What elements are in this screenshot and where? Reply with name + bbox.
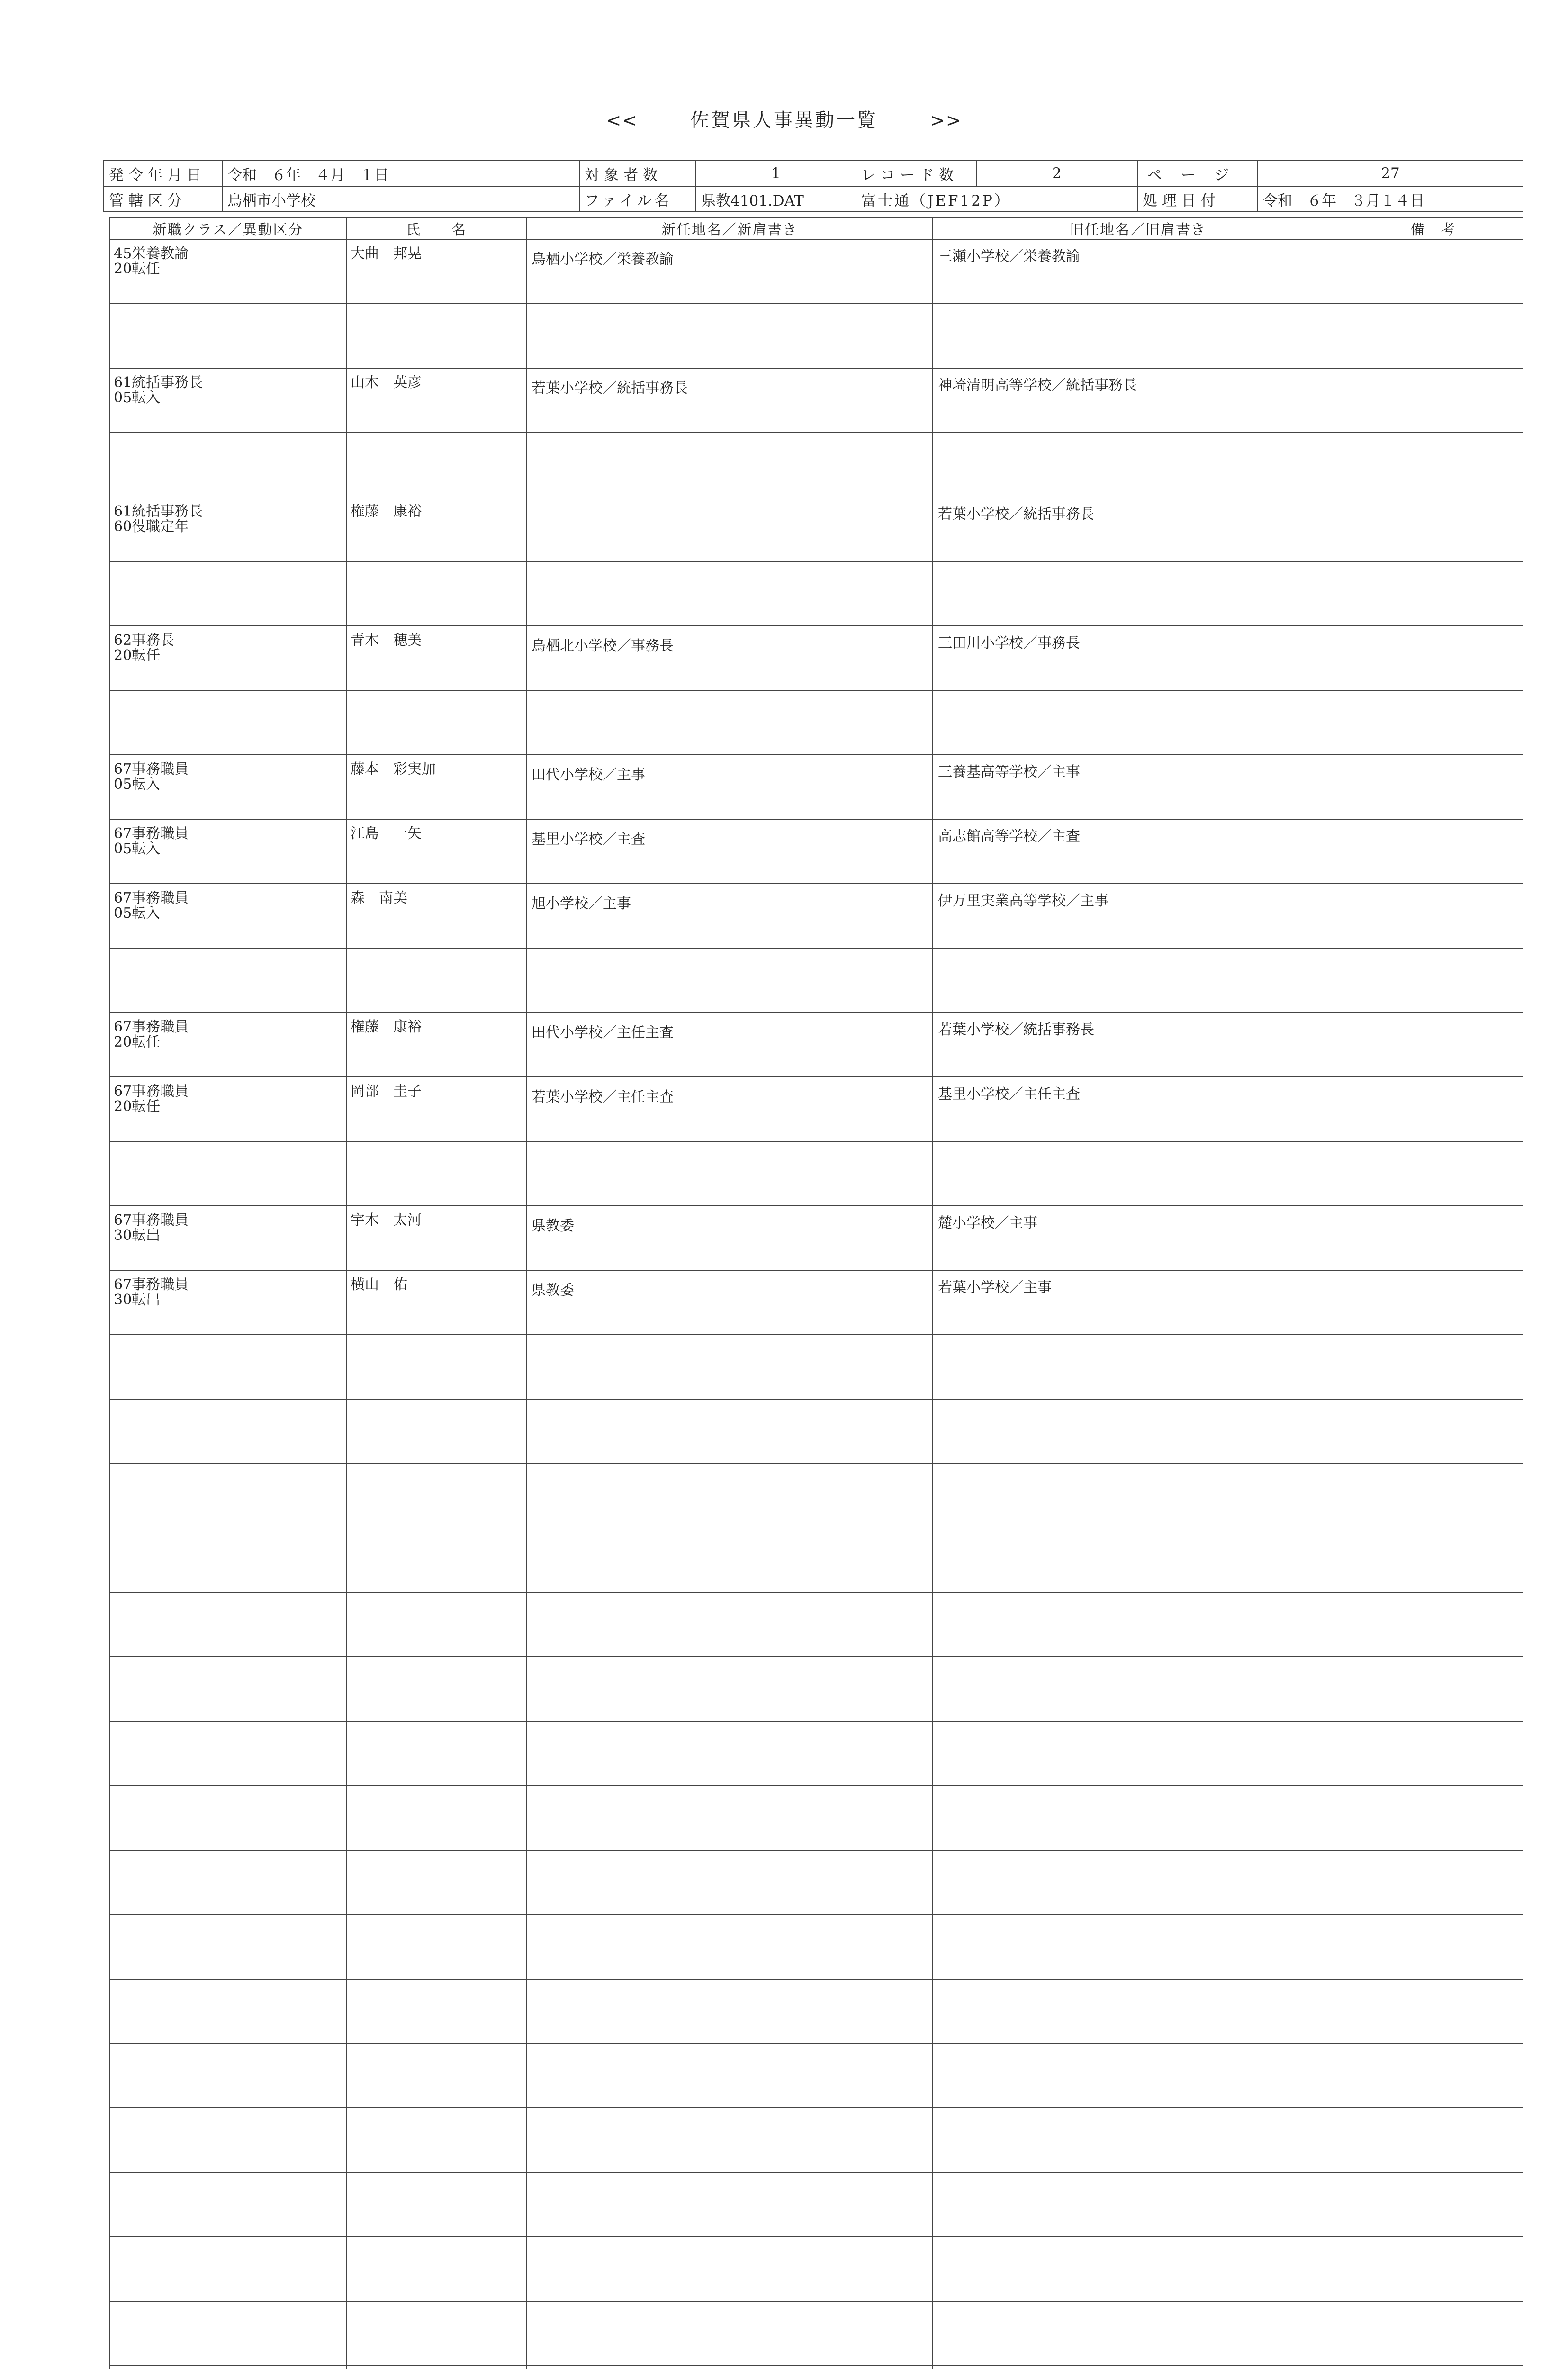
cell-class xyxy=(109,690,346,755)
cell-name xyxy=(346,433,526,497)
cell-name: 青木 穂美 xyxy=(346,626,526,690)
cell-old-post: 三瀬小学校／栄養教諭 xyxy=(933,239,1343,304)
cell-remarks xyxy=(1343,1979,1523,2043)
cell-old-post xyxy=(933,1786,1343,1850)
table-row xyxy=(109,1270,1523,1335)
cell-new-post xyxy=(526,1399,933,1464)
table-row xyxy=(109,1850,1523,1915)
cell-old-post: 若葉小学校／主事 xyxy=(933,1270,1343,1335)
table-row xyxy=(109,1528,1523,1592)
cell-remarks xyxy=(1343,1657,1523,1721)
cell-name xyxy=(346,2172,526,2237)
cell-name: 山木 英彦 xyxy=(346,368,526,433)
cell-new-post xyxy=(526,1786,933,1850)
cell-old-post xyxy=(933,1592,1343,1657)
cell-remarks xyxy=(1343,1850,1523,1915)
cell-name xyxy=(346,561,526,626)
cell-new-post xyxy=(526,1141,933,1206)
header-info-table xyxy=(103,160,1523,212)
cell-remarks xyxy=(1343,2237,1523,2301)
cell-old-post xyxy=(933,2172,1343,2237)
cell-new-post xyxy=(526,690,933,755)
cell-new-post xyxy=(526,1464,933,1528)
cell-class xyxy=(109,2172,346,2237)
job-class: 67事務職員 xyxy=(114,1019,189,1035)
transfer-type: 20転任 xyxy=(114,261,161,277)
cell-remarks xyxy=(1343,884,1523,948)
cell-name: 森 南美 xyxy=(346,884,526,948)
cell-class xyxy=(109,1786,346,1850)
cell-new-post xyxy=(526,1657,933,1721)
table-row xyxy=(109,1915,1523,1979)
cell-class xyxy=(109,1399,346,1464)
cell-name xyxy=(346,1399,526,1464)
table-row xyxy=(109,1399,1523,1464)
cell-name: 権藤 康裕 xyxy=(346,497,526,561)
cell-class xyxy=(109,497,346,561)
header-name: 氏 名 xyxy=(346,217,526,239)
file-name-label: ファイル名 xyxy=(579,186,696,212)
cell-old-post xyxy=(933,1141,1343,1206)
cell-new-post xyxy=(526,1592,933,1657)
cell-class xyxy=(109,2366,346,2369)
cell-remarks xyxy=(1343,819,1523,884)
cell-class xyxy=(109,239,346,304)
table-row xyxy=(109,2108,1523,2172)
cell-remarks xyxy=(1343,368,1523,433)
cell-remarks xyxy=(1343,1915,1523,1979)
cell-old-post: 麓小学校／主事 xyxy=(933,1206,1343,1270)
cell-class xyxy=(109,2108,346,2172)
transfer-type: 05転入 xyxy=(114,389,161,406)
cell-old-post: 高志館高等学校／主査 xyxy=(933,819,1343,884)
record-count-value: 2 xyxy=(976,161,1137,186)
transfer-type: 30転出 xyxy=(114,1227,161,1244)
job-class: 67事務職員 xyxy=(114,1212,189,1229)
cell-remarks xyxy=(1343,1013,1523,1077)
title-right-mark: >> xyxy=(930,110,962,131)
cell-name xyxy=(346,1592,526,1657)
cell-class xyxy=(109,1592,346,1657)
cell-old-post xyxy=(933,1721,1343,1786)
cell-old-post: 三田川小学校／事務長 xyxy=(933,626,1343,690)
cell-class xyxy=(109,948,346,1013)
cell-name xyxy=(346,1335,526,1399)
cell-old-post xyxy=(933,2043,1343,2108)
cell-new-post: 田代小学校／主任主査 xyxy=(526,1013,933,1077)
record-count-label: レコード数 xyxy=(856,161,976,186)
cell-remarks xyxy=(1343,1721,1523,1786)
cell-new-post xyxy=(526,497,933,561)
cell-remarks xyxy=(1343,1786,1523,1850)
cell-remarks xyxy=(1343,433,1523,497)
cell-old-post xyxy=(933,948,1343,1013)
cell-class xyxy=(109,1464,346,1528)
info-row-2 xyxy=(104,186,1523,212)
table-row xyxy=(109,561,1523,626)
cell-new-post: 県教委 xyxy=(526,1270,933,1335)
table-row xyxy=(109,1592,1523,1657)
cell-remarks xyxy=(1343,1077,1523,1141)
info-row-1 xyxy=(104,161,1523,186)
cell-class xyxy=(109,1141,346,1206)
cell-old-post xyxy=(933,2108,1343,2172)
job-class: 62事務長 xyxy=(114,632,175,649)
transfer-type: 05転入 xyxy=(114,841,161,857)
job-class: 67事務職員 xyxy=(114,825,189,842)
cell-name: 大曲 邦晃 xyxy=(346,239,526,304)
title-text: 佐賀県人事異動一覧 xyxy=(690,109,878,131)
cell-new-post: 鳥栖小学校／栄養教諭 xyxy=(526,239,933,304)
table-row xyxy=(109,2043,1523,2108)
cell-new-post xyxy=(526,2301,933,2366)
cell-old-post xyxy=(933,1528,1343,1592)
cell-remarks xyxy=(1343,1206,1523,1270)
cell-name xyxy=(346,304,526,368)
table-row xyxy=(109,819,1523,884)
cell-name: 宇木 太河 xyxy=(346,1206,526,1270)
cell-remarks xyxy=(1343,561,1523,626)
cell-class xyxy=(109,561,346,626)
cell-name: 藤本 彩実加 xyxy=(346,755,526,819)
cell-new-post: 鳥栖北小学校／事務長 xyxy=(526,626,933,690)
transfer-type: 20転任 xyxy=(114,1098,161,1115)
cell-old-post xyxy=(933,1335,1343,1399)
cell-name xyxy=(346,1979,526,2043)
transfer-type: 60役職定年 xyxy=(114,518,189,535)
cell-class xyxy=(109,1270,346,1335)
cell-remarks xyxy=(1343,2043,1523,2108)
table-row xyxy=(109,1335,1523,1399)
table-row xyxy=(109,2301,1523,2366)
cell-new-post: 田代小学校／主事 xyxy=(526,755,933,819)
table-row xyxy=(109,1657,1523,1721)
cell-remarks xyxy=(1343,2366,1523,2369)
file-source-value: 富士通（JEF12P） xyxy=(856,186,1137,212)
cell-remarks xyxy=(1343,304,1523,368)
cell-old-post xyxy=(933,1657,1343,1721)
table-row xyxy=(109,1206,1523,1270)
cell-old-post xyxy=(933,1915,1343,1979)
cell-new-post xyxy=(526,1979,933,2043)
cell-old-post xyxy=(933,433,1343,497)
job-class: 67事務職員 xyxy=(114,1083,189,1100)
page-value: 27 xyxy=(1258,161,1523,186)
page-label: ページ xyxy=(1137,161,1258,186)
table-row xyxy=(109,690,1523,755)
header-old-post: 旧任地名／旧肩書き xyxy=(933,217,1343,239)
cell-remarks xyxy=(1343,2301,1523,2366)
cell-remarks xyxy=(1343,1528,1523,1592)
cell-old-post xyxy=(933,1399,1343,1464)
cell-remarks xyxy=(1343,2172,1523,2237)
job-class: 67事務職員 xyxy=(114,761,189,778)
cell-old-post: 若葉小学校／統括事務長 xyxy=(933,497,1343,561)
cell-name xyxy=(346,1850,526,1915)
cell-remarks xyxy=(1343,755,1523,819)
cell-remarks xyxy=(1343,1270,1523,1335)
cell-new-post xyxy=(526,2043,933,2108)
cell-remarks xyxy=(1343,690,1523,755)
cell-old-post xyxy=(933,561,1343,626)
job-class: 45栄養教諭 xyxy=(114,245,189,262)
cell-class xyxy=(109,1528,346,1592)
table-header-row xyxy=(109,217,1523,239)
cell-class xyxy=(109,368,346,433)
title-left-mark: << xyxy=(606,110,638,131)
cell-name xyxy=(346,2301,526,2366)
cell-name: 江島 一矢 xyxy=(346,819,526,884)
table-row xyxy=(109,2172,1523,2237)
cell-old-post xyxy=(933,690,1343,755)
transfer-table xyxy=(109,217,1523,2369)
issue-date-label: 発令年月日 xyxy=(104,161,222,186)
cell-remarks xyxy=(1343,948,1523,1013)
jurisdiction-label: 管轄区分 xyxy=(104,186,222,212)
cell-class xyxy=(109,1657,346,1721)
cell-remarks xyxy=(1343,2108,1523,2172)
table-row xyxy=(109,2366,1523,2369)
cell-name: 権藤 康裕 xyxy=(346,1013,526,1077)
header-class: 新職クラス／異動区分 xyxy=(109,217,346,239)
cell-name xyxy=(346,948,526,1013)
cell-remarks xyxy=(1343,1335,1523,1399)
transfer-type: 20転任 xyxy=(114,1034,161,1050)
cell-new-post xyxy=(526,1335,933,1399)
table-row xyxy=(109,1077,1523,1141)
cell-new-post xyxy=(526,2366,933,2369)
table-row xyxy=(109,497,1523,561)
cell-name: 横山 佑 xyxy=(346,1270,526,1335)
cell-new-post xyxy=(526,1915,933,1979)
transfer-type: 05転入 xyxy=(114,776,161,793)
cell-name xyxy=(346,2366,526,2369)
cell-name xyxy=(346,1657,526,1721)
table-row xyxy=(109,948,1523,1013)
target-count-value: 1 xyxy=(696,161,856,186)
cell-remarks xyxy=(1343,1464,1523,1528)
cell-remarks xyxy=(1343,1399,1523,1464)
table-row xyxy=(109,1979,1523,2043)
cell-new-post xyxy=(526,1528,933,1592)
cell-remarks xyxy=(1343,239,1523,304)
cell-old-post xyxy=(933,2301,1343,2366)
cell-name: 岡部 圭子 xyxy=(346,1077,526,1141)
table-row xyxy=(109,1721,1523,1786)
cell-new-post: 若葉小学校／統括事務長 xyxy=(526,368,933,433)
cell-class xyxy=(109,2043,346,2108)
cell-new-post xyxy=(526,2172,933,2237)
cell-name xyxy=(346,2237,526,2301)
table-row xyxy=(109,626,1523,690)
cell-remarks xyxy=(1343,1141,1523,1206)
header-remarks: 備 考 xyxy=(1343,217,1523,239)
cell-class xyxy=(109,626,346,690)
cell-old-post: 若葉小学校／統括事務長 xyxy=(933,1013,1343,1077)
cell-name xyxy=(346,1464,526,1528)
process-date-value: 令和 ６年 ３月１４日 xyxy=(1258,186,1523,212)
transfer-type: 05転入 xyxy=(114,905,161,922)
table-row xyxy=(109,1464,1523,1528)
cell-new-post xyxy=(526,561,933,626)
cell-name xyxy=(346,2108,526,2172)
cell-name xyxy=(346,1915,526,1979)
cell-old-post xyxy=(933,1979,1343,2043)
table-body xyxy=(109,239,1523,2369)
cell-new-post xyxy=(526,1721,933,1786)
cell-class xyxy=(109,1013,346,1077)
header-new-post: 新任地名／新肩書き xyxy=(526,217,933,239)
cell-new-post xyxy=(526,948,933,1013)
file-name-value: 県教4101.DAT xyxy=(696,186,856,212)
table-row xyxy=(109,755,1523,819)
table-row xyxy=(109,1141,1523,1206)
job-class: 67事務職員 xyxy=(114,890,189,906)
cell-new-post xyxy=(526,2237,933,2301)
process-date-label: 処理日付 xyxy=(1137,186,1258,212)
cell-old-post xyxy=(933,1850,1343,1915)
table-row xyxy=(109,2237,1523,2301)
cell-class xyxy=(109,819,346,884)
cell-class xyxy=(109,2237,346,2301)
cell-old-post: 伊万里実業高等学校／主事 xyxy=(933,884,1343,948)
transfer-type: 20転任 xyxy=(114,647,161,664)
cell-new-post xyxy=(526,304,933,368)
job-class: 67事務職員 xyxy=(114,1276,189,1293)
table-row xyxy=(109,304,1523,368)
cell-name xyxy=(346,1721,526,1786)
cell-class xyxy=(109,884,346,948)
cell-old-post: 基里小学校／主任主査 xyxy=(933,1077,1343,1141)
target-count-label: 対象者数 xyxy=(579,161,696,186)
cell-name xyxy=(346,1786,526,1850)
cell-class xyxy=(109,433,346,497)
table-row xyxy=(109,1013,1523,1077)
cell-old-post: 神埼清明高等学校／統括事務長 xyxy=(933,368,1343,433)
cell-old-post xyxy=(933,2366,1343,2369)
cell-new-post: 旭小学校／主事 xyxy=(526,884,933,948)
cell-name xyxy=(346,690,526,755)
transfer-type: 30転出 xyxy=(114,1292,161,1308)
cell-class xyxy=(109,755,346,819)
cell-old-post: 三養基高等学校／主事 xyxy=(933,755,1343,819)
job-class: 61統括事務長 xyxy=(114,503,203,520)
cell-name xyxy=(346,1141,526,1206)
cell-old-post xyxy=(933,1464,1343,1528)
cell-new-post: 県教委 xyxy=(526,1206,933,1270)
cell-new-post xyxy=(526,2108,933,2172)
table-row xyxy=(109,433,1523,497)
cell-remarks xyxy=(1343,1592,1523,1657)
table-row xyxy=(109,884,1523,948)
cell-name xyxy=(346,2043,526,2108)
cell-class xyxy=(109,1979,346,2043)
table-row xyxy=(109,239,1523,304)
cell-remarks xyxy=(1343,626,1523,690)
cell-class xyxy=(109,1721,346,1786)
page-title xyxy=(0,105,1568,132)
cell-old-post xyxy=(933,304,1343,368)
cell-name xyxy=(346,1528,526,1592)
cell-class xyxy=(109,1915,346,1979)
cell-class xyxy=(109,1335,346,1399)
cell-class xyxy=(109,304,346,368)
cell-new-post: 基里小学校／主査 xyxy=(526,819,933,884)
job-class: 61統括事務長 xyxy=(114,374,203,391)
jurisdiction-value: 鳥栖市小学校 xyxy=(222,186,579,212)
cell-class xyxy=(109,1850,346,1915)
table-row xyxy=(109,368,1523,433)
cell-remarks xyxy=(1343,497,1523,561)
issue-date-value: 令和 ６年 ４月 １日 xyxy=(222,161,579,186)
cell-class xyxy=(109,2301,346,2366)
cell-old-post xyxy=(933,2237,1343,2301)
cell-new-post: 若葉小学校／主任主査 xyxy=(526,1077,933,1141)
cell-new-post xyxy=(526,433,933,497)
cell-new-post xyxy=(526,1850,933,1915)
cell-class xyxy=(109,1206,346,1270)
cell-class xyxy=(109,1077,346,1141)
table-row xyxy=(109,1786,1523,1850)
